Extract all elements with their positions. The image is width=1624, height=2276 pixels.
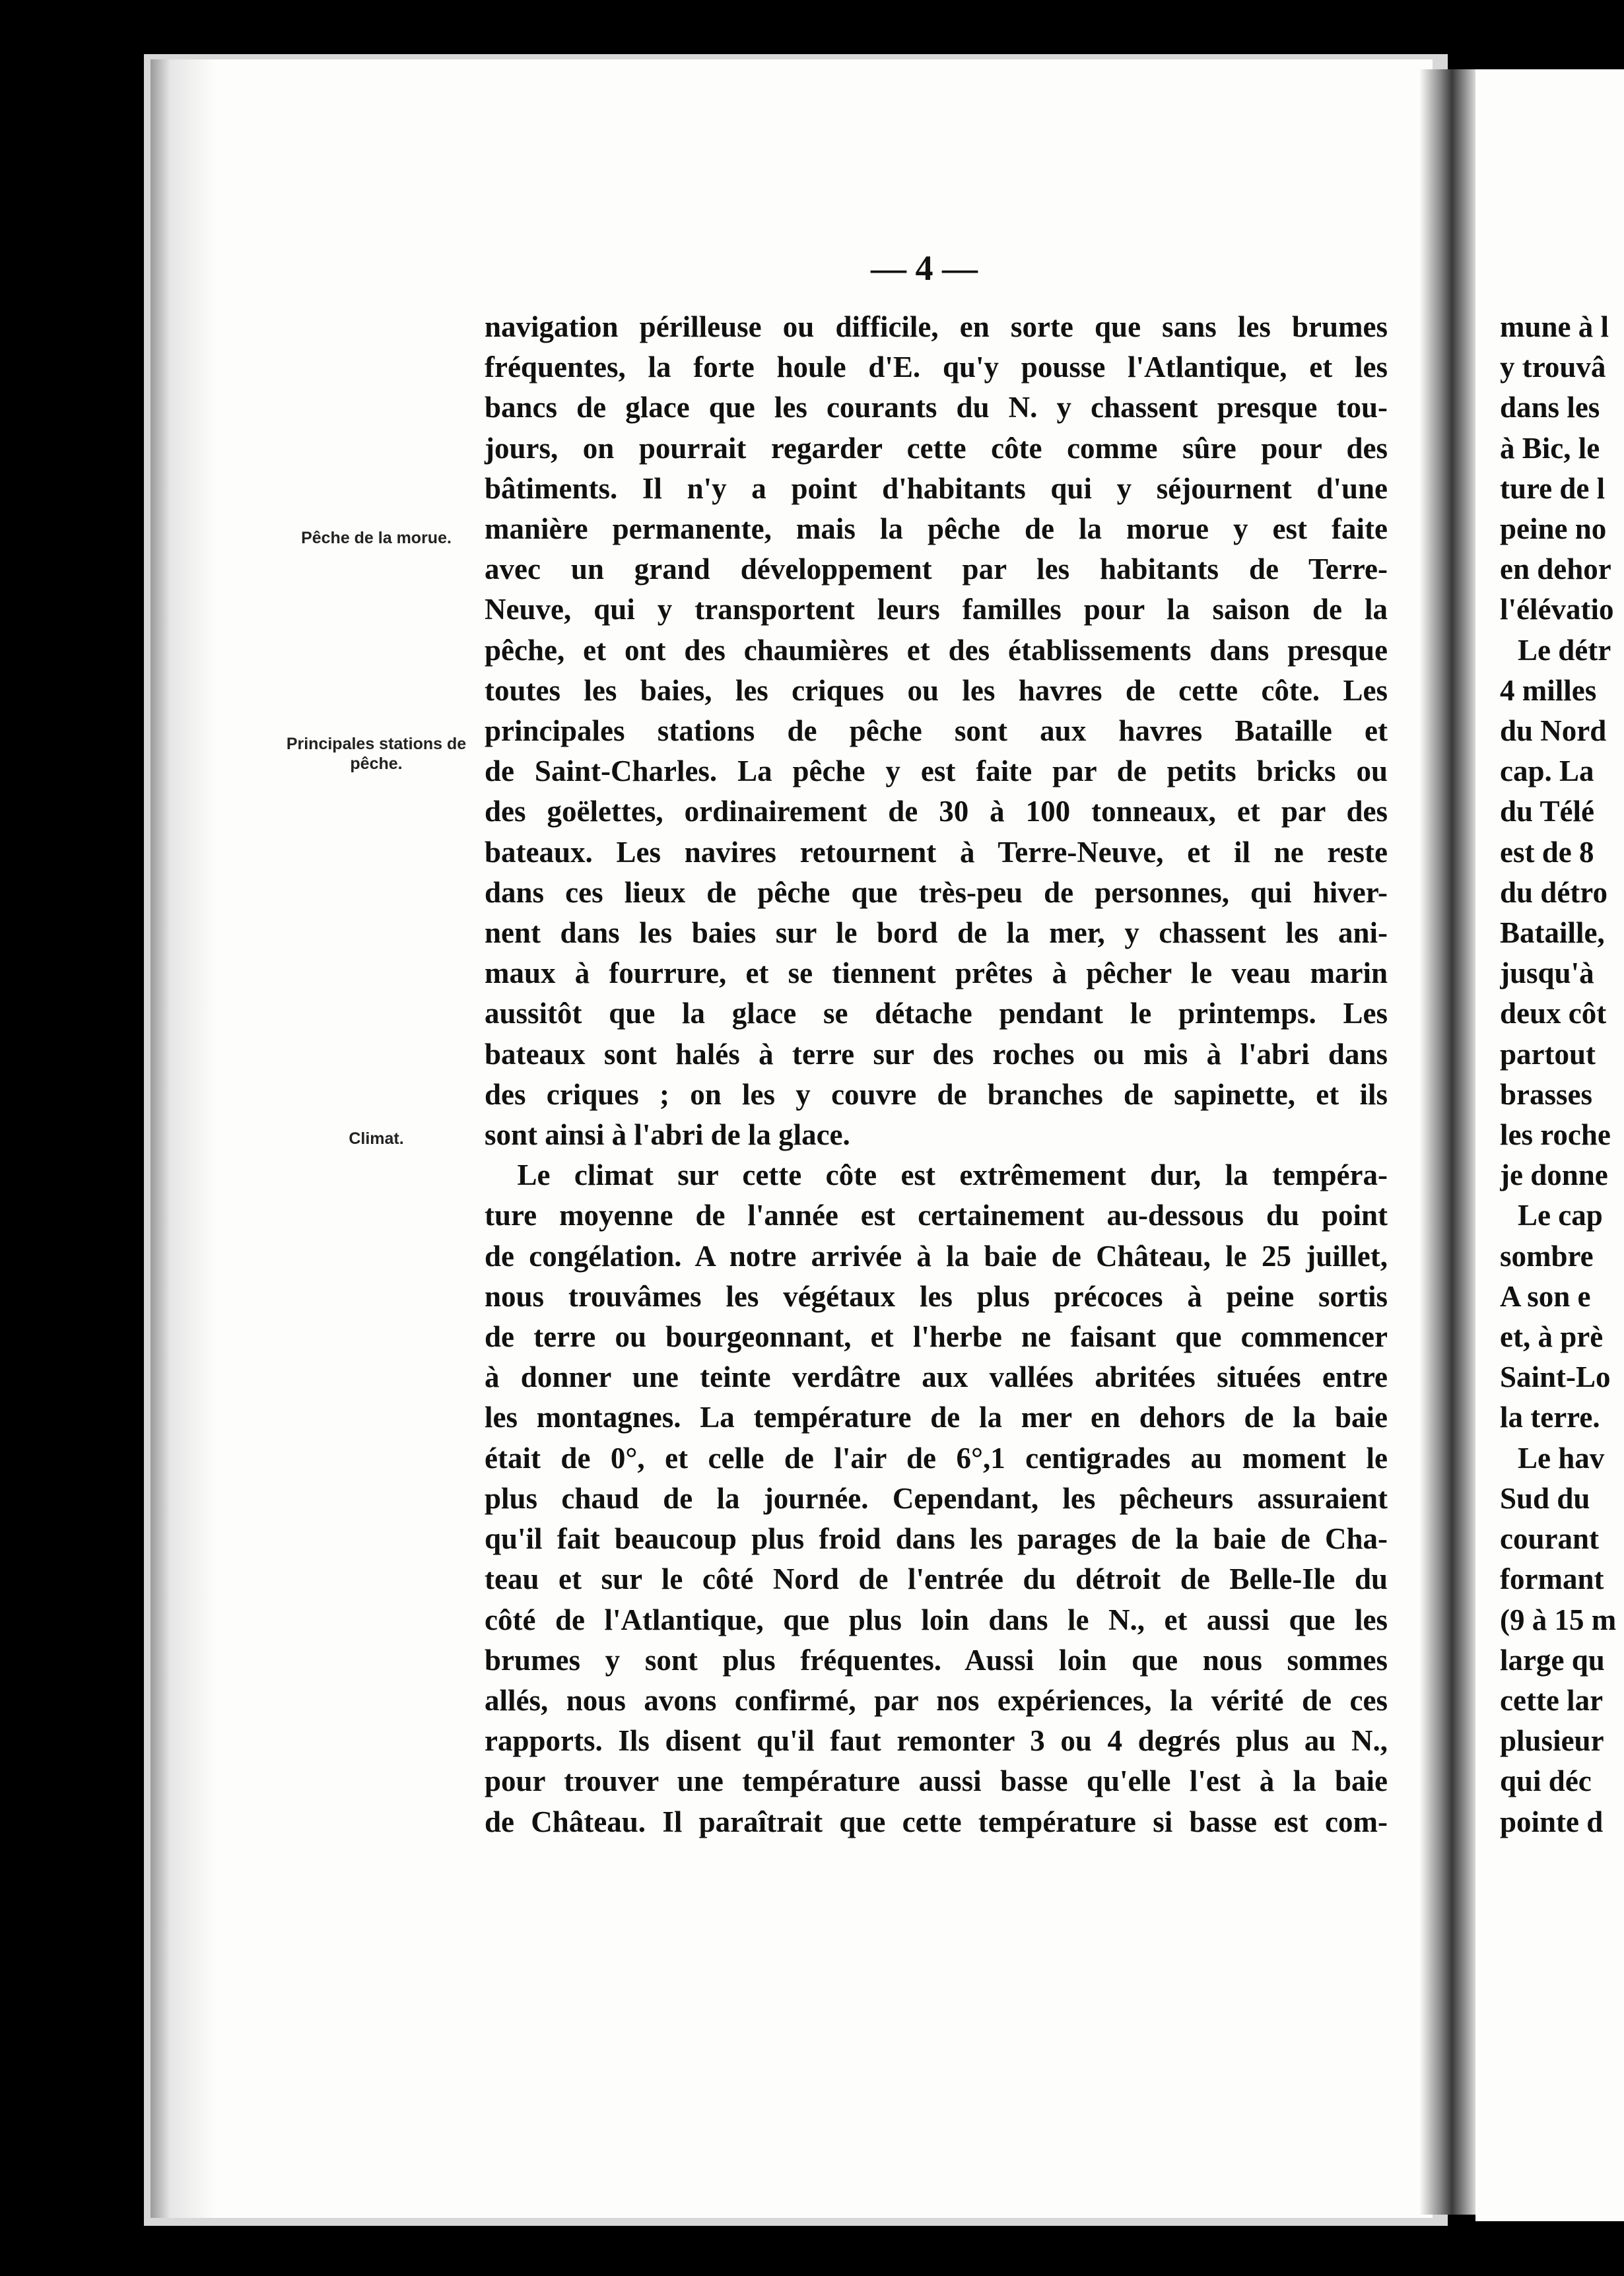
text-line: nent dans les baies sur le bord de la mer, y chassent les ani- bbox=[485, 916, 1388, 950]
text-line: bateaux sont halés à terre sur des roches ou mis à l'abri dans bbox=[485, 1037, 1388, 1071]
text-line: nous trouvâmes les végétaux les plus précoces à peine sortis bbox=[485, 1279, 1388, 1313]
margin-note-peche-morue: Pêche de la morue. bbox=[301, 529, 452, 547]
text-line: allés, nous avons confirmé, par nos expériences, la vérité de ces bbox=[485, 1683, 1388, 1717]
text-line: jusqu'à bbox=[1500, 956, 1594, 990]
text-line: bancs de glace que les courants du N. y chassent presque tou- bbox=[485, 391, 1388, 424]
text-line: formant bbox=[1500, 1562, 1604, 1596]
text-line: Le hav bbox=[1518, 1441, 1605, 1475]
text-line: principales stations de pêche sont aux havres Bataille et bbox=[485, 714, 1388, 748]
text-line: était de 0°, et celle de l'air de 6°,1 centigrades au moment le bbox=[485, 1441, 1388, 1475]
page-number: — 4 — bbox=[871, 248, 978, 288]
text-line: les roche bbox=[1500, 1118, 1611, 1152]
text-line: ture de l bbox=[1500, 471, 1606, 505]
right-page-text-column bbox=[1500, 307, 1624, 1842]
text-line: la terre. bbox=[1500, 1401, 1600, 1434]
text-line: jours, on pourrait regarder cette côte comme sûre pour des bbox=[485, 431, 1388, 465]
text-line: de congélation. A notre arrivée à la baie de Château, le 25 juillet, bbox=[485, 1239, 1388, 1273]
text-line: partout bbox=[1500, 1037, 1596, 1071]
text-line: y trouvâ bbox=[1500, 351, 1606, 384]
text-line: maux à fourrure, et se tiennent prêtes à pêcher le veau marin bbox=[485, 956, 1388, 990]
text-line: côté de l'Atlantique, que plus loin dans le N., et aussi que les bbox=[485, 1603, 1388, 1636]
text-line: plus chaud de la journée. Cependant, les pêcheurs assuraient bbox=[485, 1481, 1388, 1515]
text-line: Le cap bbox=[1518, 1199, 1603, 1232]
book-gutter bbox=[1419, 69, 1479, 2215]
text-line: rapports. Ils disent qu'il faut remonter 3 ou 4 degrés plus au N., bbox=[485, 1724, 1388, 1758]
text-line: qui déc bbox=[1500, 1764, 1592, 1798]
text-line: peine no bbox=[1500, 512, 1607, 546]
text-line: bateaux. Les navires retournent à Terre-Neuve, et il ne reste bbox=[485, 835, 1388, 869]
text-line: ture moyenne de l'année est certainement au-dessous du point bbox=[485, 1199, 1388, 1232]
text-line: dans les bbox=[1500, 391, 1600, 424]
text-line: qu'il fait beaucoup plus froid dans les parages de la baie de Cha- bbox=[485, 1522, 1388, 1556]
text-line: sont ainsi à l'abri de la glace. bbox=[485, 1118, 850, 1152]
text-line: courant bbox=[1500, 1522, 1599, 1556]
text-line: de terre ou bourgeonnant, et l'herbe ne faisant que commencer bbox=[485, 1320, 1388, 1354]
text-line: pointe d bbox=[1500, 1805, 1604, 1838]
text-line: bâtiments. Il n'y a point d'habitants qui y séjournent d'une bbox=[485, 471, 1388, 505]
text-line: dans ces lieux de pêche que très-peu de personnes, qui hiver- bbox=[485, 875, 1388, 909]
text-line: de Saint-Charles. La pêche y est faite par de petits bricks ou bbox=[485, 754, 1388, 788]
text-line: Le détr bbox=[1518, 633, 1611, 667]
text-line: du détro bbox=[1500, 875, 1607, 909]
text-line: toutes les baies, les criques ou les havres de cette côte. Les bbox=[485, 673, 1388, 707]
text-line: je donne bbox=[1500, 1158, 1608, 1192]
text-line: teau et sur le côté Nord de l'entrée du détroit de Belle-Ile du bbox=[485, 1562, 1388, 1596]
text-line: fréquentes, la forte houle d'E. qu'y pousse l'Atlantique, et les bbox=[485, 351, 1388, 384]
text-line: manière permanente, mais la pêche de la morue y est faite bbox=[485, 512, 1388, 546]
text-line: 4 milles bbox=[1500, 673, 1597, 707]
text-line: pêche, et ont des chaumières et des établissements dans presque bbox=[485, 633, 1388, 667]
text-line: A son e bbox=[1500, 1279, 1591, 1313]
text-line: est de 8 bbox=[1500, 835, 1594, 869]
main-text-column bbox=[485, 307, 1388, 1842]
margin-note-stations: Principales stations de pêche. bbox=[286, 735, 467, 773]
text-line: à donner une teinte verdâtre aux vallées abritées situées entre bbox=[485, 1360, 1388, 1394]
text-line: Saint-Lo bbox=[1500, 1360, 1611, 1394]
text-line: et, à prè bbox=[1500, 1320, 1604, 1354]
text-line: plusieur bbox=[1500, 1724, 1604, 1758]
text-line: deux côt bbox=[1500, 997, 1607, 1030]
text-line: pour trouver une température aussi basse qu'elle l'est à la baie bbox=[485, 1764, 1388, 1798]
text-line: cap. La bbox=[1500, 754, 1594, 788]
text-line: du Nord bbox=[1500, 714, 1607, 748]
text-line: du Télé bbox=[1500, 795, 1594, 828]
text-line: navigation périlleuse ou difficile, en sorte que sans les brumes bbox=[485, 310, 1388, 343]
text-line: avec un grand développement par les habitants de Terre- bbox=[485, 552, 1388, 586]
text-line: Le climat sur cette côte est extrêmement dur, la tempéra- bbox=[517, 1158, 1388, 1192]
text-line: à Bic, le bbox=[1500, 431, 1600, 465]
text-line: cette lar bbox=[1500, 1683, 1604, 1717]
margin-note-climat: Climat. bbox=[349, 1129, 404, 1148]
text-line: brumes y sont plus fréquentes. Aussi loin que nous sommes bbox=[485, 1643, 1388, 1677]
text-line: large qu bbox=[1500, 1643, 1605, 1677]
text-line: sombre bbox=[1500, 1239, 1594, 1273]
text-line: Bataille, bbox=[1500, 916, 1605, 950]
text-line: mune à l bbox=[1500, 310, 1609, 343]
text-line: Neuve, qui y transportent leurs familles pour la saison de la bbox=[485, 593, 1388, 626]
text-line: l'élévatio bbox=[1500, 593, 1614, 626]
text-line: des goëlettes, ordinairement de 30 à 100 tonneaux, et par des bbox=[485, 795, 1388, 828]
text-line: aussitôt que la glace se détache pendant le printemps. Les bbox=[485, 997, 1388, 1030]
text-line: des criques ; on les y couvre de branches de sapinette, et ils bbox=[485, 1077, 1388, 1111]
text-line: de Château. Il paraîtrait que cette température si basse est com- bbox=[485, 1805, 1388, 1838]
text-line: brasses bbox=[1500, 1077, 1593, 1111]
text-line: en dehor bbox=[1500, 552, 1611, 586]
text-line: (9 à 15 m bbox=[1500, 1603, 1617, 1636]
left-page-edge bbox=[151, 59, 217, 2218]
text-line: les montagnes. La température de la mer en dehors de la baie bbox=[485, 1401, 1388, 1434]
text-line: Sud du bbox=[1500, 1481, 1590, 1515]
